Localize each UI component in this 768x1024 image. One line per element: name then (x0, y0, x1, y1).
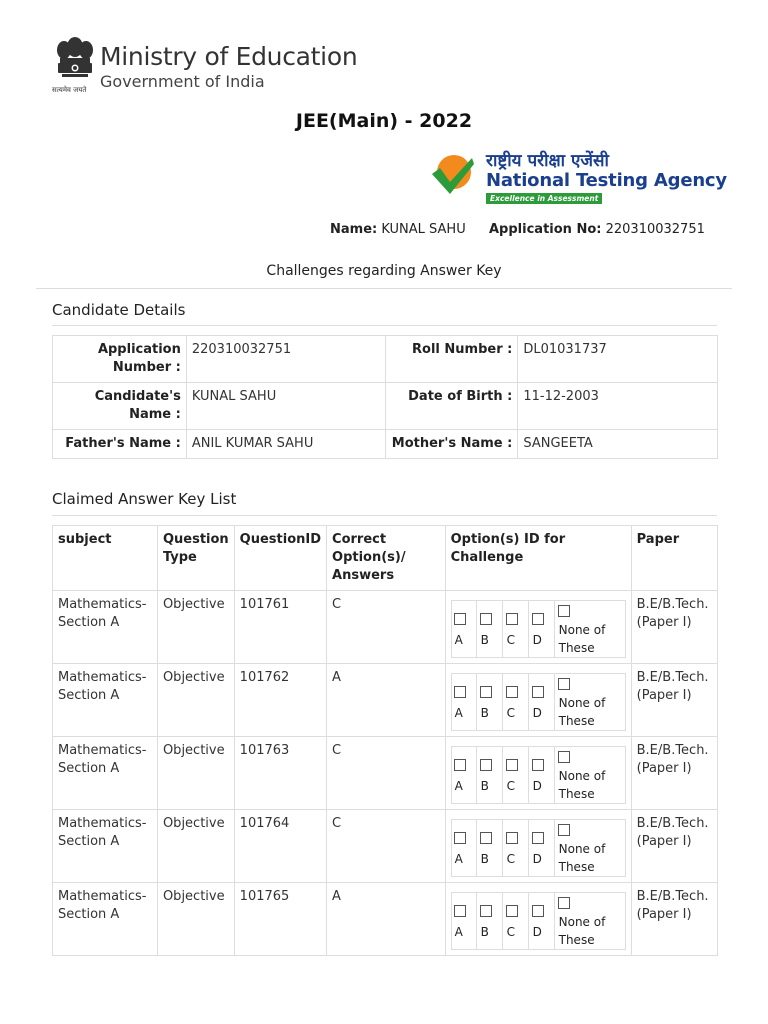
option-checkbox[interactable] (454, 759, 466, 771)
candidate-details-table (52, 335, 718, 459)
option-label: None of These (558, 696, 606, 728)
value-candidate-name: KUNAL SAHU (186, 383, 385, 430)
option-label: None of These (558, 769, 606, 801)
label-application-number: Application Number : (53, 336, 187, 383)
option-label: D (532, 706, 542, 720)
header-correct-options: Correct Option(s)/ Answers (327, 526, 446, 591)
application-field (489, 222, 705, 237)
claimed-list-heading: Claimed Answer Key List (52, 490, 237, 508)
name-label: Name: (330, 222, 378, 237)
name-value: KUNAL SAHU (381, 222, 466, 237)
option-label: D (532, 779, 542, 793)
option-checkbox[interactable] (558, 605, 570, 617)
option-checkbox[interactable] (506, 613, 518, 625)
option-label: C (506, 925, 516, 939)
option-label: C (506, 633, 516, 647)
exam-title: JEE(Main) - 2022 (295, 110, 473, 132)
option-checkbox[interactable] (480, 686, 492, 698)
cell-challenge-options (445, 883, 631, 956)
challenge-option-a (452, 601, 477, 657)
option-label: None of These (558, 842, 606, 874)
challenge-option-none (556, 820, 626, 876)
challenge-option-group (451, 600, 626, 658)
option-checkbox[interactable] (454, 832, 466, 844)
challenge-option-group (451, 819, 626, 877)
claimed-answer-table (52, 525, 718, 956)
challenge-option-b (478, 820, 503, 876)
cell-paper: B.E/B.Tech. (Paper I) (631, 737, 717, 810)
ministry-subtitle: Government of India (100, 72, 265, 91)
cell-paper: B.E/B.Tech. (Paper I) (631, 664, 717, 737)
table-header-row (53, 526, 718, 591)
option-checkbox[interactable] (532, 759, 544, 771)
agency-tagline: Excellence in Assessment (486, 193, 602, 204)
option-checkbox[interactable] (506, 686, 518, 698)
option-checkbox[interactable] (532, 686, 544, 698)
challenge-option-none (556, 601, 626, 657)
label-father-name: Father's Name : (53, 430, 187, 459)
cell-question-id: 101764 (234, 810, 326, 883)
label-date-of-birth: Date of Birth : (385, 383, 518, 430)
cell-subject: Mathematics-Section A (53, 664, 158, 737)
option-checkbox[interactable] (506, 905, 518, 917)
header-subject: subject (53, 526, 158, 591)
table-row (53, 336, 718, 383)
table-row (53, 883, 718, 956)
nta-logo (430, 150, 730, 208)
candidate-details-heading: Candidate Details (52, 301, 186, 319)
cell-correct-answer: A (327, 664, 446, 737)
cell-question-type: Objective (157, 664, 234, 737)
header-challenge-options: Option(s) ID for Challenge (445, 526, 631, 591)
option-checkbox[interactable] (532, 905, 544, 917)
challenge-option-a (452, 747, 477, 803)
table-row (53, 430, 718, 459)
cell-question-type: Objective (157, 737, 234, 810)
challenge-option-b (478, 674, 503, 730)
option-label: B (480, 925, 489, 939)
cell-correct-answer: C (327, 737, 446, 810)
label-roll-number: Roll Number : (385, 336, 518, 383)
cell-question-id: 101762 (234, 664, 326, 737)
divider (36, 288, 732, 289)
name-field (330, 222, 466, 237)
challenge-option-c (504, 893, 529, 949)
ministry-title: Ministry of Education (100, 42, 358, 71)
value-roll-number: DL01031737 (518, 336, 718, 383)
cell-correct-answer: C (327, 810, 446, 883)
option-label: A (454, 633, 463, 647)
option-checkbox[interactable] (558, 824, 570, 836)
cell-question-type: Objective (157, 883, 234, 956)
cell-paper: B.E/B.Tech. (Paper I) (631, 883, 717, 956)
challenge-option-group (451, 892, 626, 950)
option-checkbox[interactable] (480, 905, 492, 917)
option-label: None of These (558, 623, 606, 655)
option-checkbox[interactable] (506, 832, 518, 844)
challenge-option-c (504, 747, 529, 803)
option-label: B (480, 706, 489, 720)
option-label: A (454, 925, 463, 939)
label-mother-name: Mother's Name : (385, 430, 518, 459)
challenge-option-b (478, 893, 503, 949)
challenge-option-c (504, 601, 529, 657)
cell-subject: Mathematics-Section A (53, 810, 158, 883)
challenge-option-b (478, 601, 503, 657)
challenge-option-group (451, 673, 626, 731)
option-label: C (506, 706, 516, 720)
agency-english-name: National Testing Agency (486, 170, 727, 191)
challenge-option-none (556, 674, 626, 730)
option-label: D (532, 852, 542, 866)
option-checkbox[interactable] (454, 613, 466, 625)
option-checkbox[interactable] (558, 897, 570, 909)
application-value: 220310032751 (605, 222, 705, 237)
cell-subject: Mathematics-Section A (53, 883, 158, 956)
option-checkbox[interactable] (532, 832, 544, 844)
challenge-option-b (478, 747, 503, 803)
header-question-id: QuestionID (234, 526, 326, 591)
emblem-motto: सत्यमेव जयते (52, 86, 87, 94)
challenge-option-c (504, 674, 529, 730)
value-date-of-birth: 11-12-2003 (518, 383, 718, 430)
challenge-option-a (452, 820, 477, 876)
table-row (53, 383, 718, 430)
cell-paper: B.E/B.Tech. (Paper I) (631, 810, 717, 883)
option-label: C (506, 852, 516, 866)
challenge-option-a (452, 674, 477, 730)
value-father-name: ANIL KUMAR SAHU (186, 430, 385, 459)
challenge-option-d (530, 820, 555, 876)
option-checkbox[interactable] (480, 613, 492, 625)
cell-challenge-options (445, 810, 631, 883)
option-label: A (454, 852, 463, 866)
option-checkbox[interactable] (506, 759, 518, 771)
challenge-option-c (504, 820, 529, 876)
cell-paper: B.E/B.Tech. (Paper I) (631, 591, 717, 664)
value-mother-name: SANGEETA (518, 430, 718, 459)
option-checkbox[interactable] (558, 751, 570, 763)
cell-subject: Mathematics-Section A (53, 737, 158, 810)
challenge-option-none (556, 893, 626, 949)
option-checkbox[interactable] (532, 613, 544, 625)
option-label: B (480, 852, 489, 866)
ministry-logo (52, 36, 372, 100)
challenge-option-d (530, 747, 555, 803)
challenge-option-group (451, 746, 626, 804)
option-label: A (454, 706, 463, 720)
cell-correct-answer: A (327, 883, 446, 956)
option-label: B (480, 779, 489, 793)
challenge-option-d (530, 674, 555, 730)
cell-subject: Mathematics-Section A (53, 591, 158, 664)
table-row (53, 664, 718, 737)
cell-challenge-options (445, 591, 631, 664)
option-label: A (454, 779, 463, 793)
table-row (53, 810, 718, 883)
option-checkbox[interactable] (454, 905, 466, 917)
option-label: D (532, 925, 542, 939)
option-label: B (480, 633, 489, 647)
label-candidate-name: Candidate's Name : (53, 383, 187, 430)
option-checkbox[interactable] (454, 686, 466, 698)
cell-challenge-options (445, 664, 631, 737)
cell-question-id: 101761 (234, 591, 326, 664)
agency-hindi-name: राष्ट्रीय परीक्षा एजेंसी (486, 151, 609, 171)
table-row (53, 737, 718, 810)
challenge-option-d (530, 893, 555, 949)
option-checkbox[interactable] (480, 832, 492, 844)
challenge-option-d (530, 601, 555, 657)
challenge-option-a (452, 893, 477, 949)
divider (52, 325, 717, 326)
page-title: Challenges regarding Answer Key (266, 263, 502, 279)
option-checkbox[interactable] (558, 678, 570, 690)
challenge-option-none (556, 747, 626, 803)
option-label: D (532, 633, 542, 647)
application-label: Application No: (489, 222, 602, 237)
divider (52, 515, 717, 516)
cell-challenge-options (445, 737, 631, 810)
cell-question-type: Objective (157, 810, 234, 883)
header-question-type: Question Type (157, 526, 234, 591)
option-label: C (506, 779, 516, 793)
table-row (53, 591, 718, 664)
cell-question-id: 101763 (234, 737, 326, 810)
option-checkbox[interactable] (480, 759, 492, 771)
nta-check-icon (430, 152, 476, 198)
header-paper: Paper (631, 526, 717, 591)
option-label: None of These (558, 915, 606, 947)
cell-question-type: Objective (157, 591, 234, 664)
cell-correct-answer: C (327, 591, 446, 664)
value-application-number: 220310032751 (186, 336, 385, 383)
cell-question-id: 101765 (234, 883, 326, 956)
